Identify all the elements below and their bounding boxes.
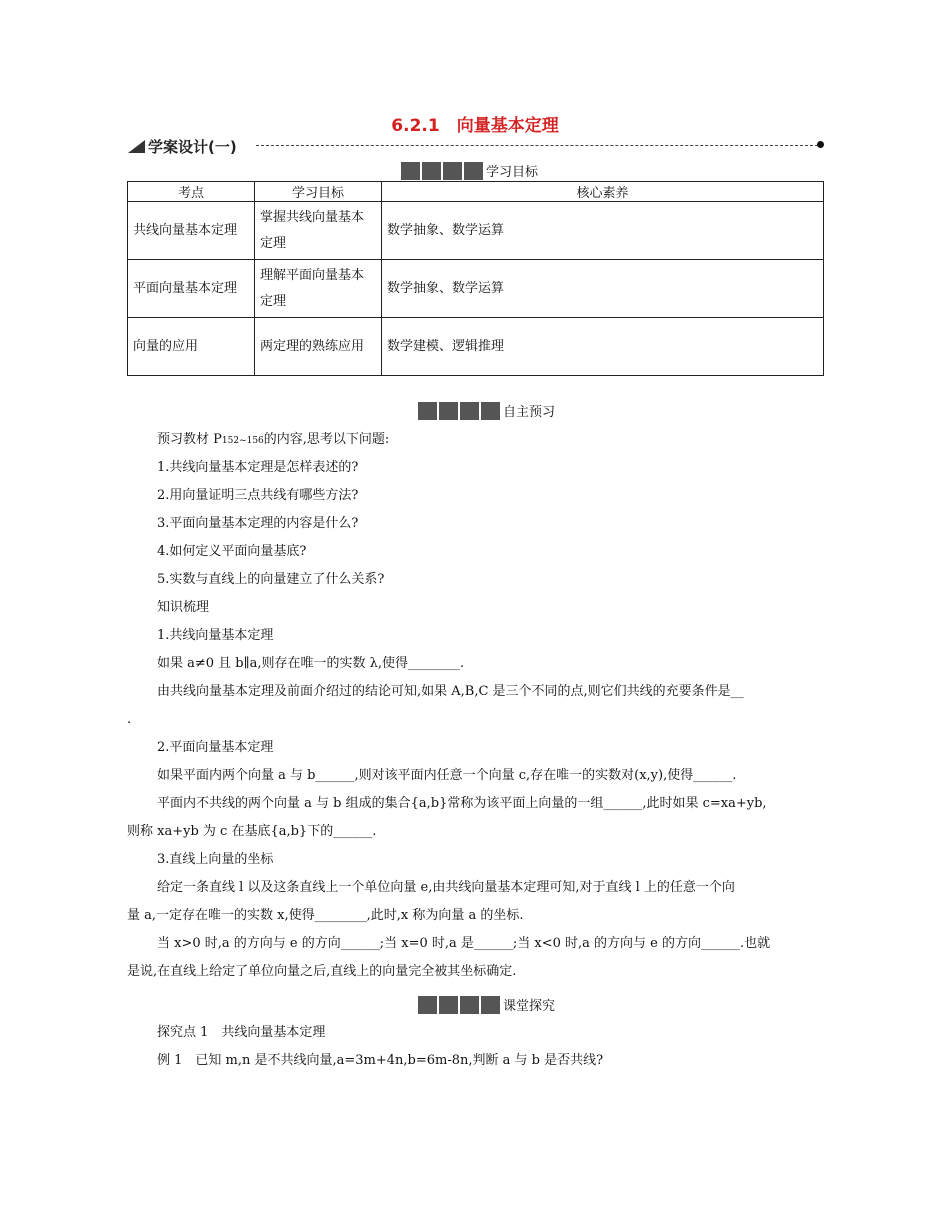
section-title-preview: 自主预习	[503, 405, 556, 420]
question-item: 2.用向量证明三点共线有哪些方法?	[157, 488, 359, 503]
table-cell: 平面向量基本定理	[128, 260, 255, 318]
question-item: 3.平面向量基本定理的内容是什么?	[157, 516, 359, 531]
design-label: 学案设计(一)	[148, 138, 237, 156]
preview-intro	[127, 426, 824, 454]
goals-table	[127, 181, 824, 376]
table-header-cell: 核心素养	[382, 182, 824, 202]
dashed-divider	[256, 145, 818, 146]
k1-line: 由共线向量基本定理及前面介绍过的结论可知,如果 A,B,C 是三个不同的点,则它们共线的充要条件是__	[157, 684, 744, 699]
question-item: 5.实数与直线上的向量建立了什么关系?	[157, 572, 385, 587]
table-header-cell: 学习目标	[255, 182, 382, 202]
section-blocks-icon	[401, 162, 485, 180]
table-cell: 理解平面向量基本定理	[255, 260, 382, 318]
table-row	[128, 318, 824, 376]
k1-title: 1.共线向量基本定理	[157, 628, 274, 643]
k2-line: 平面内不共线的两个向量 a 与 b 组成的集合{a,b}常称为该平面上向量的一组______,此时如果 c=xa+yb,	[157, 796, 767, 811]
intro-text-end: 的内容,思考以下问题:	[263, 432, 390, 447]
preview-body	[127, 426, 824, 986]
page-range: 152~156	[221, 436, 264, 446]
k1-line-end: .	[127, 712, 132, 727]
k2-line: 如果平面内两个向量 a 与 b______,则对该平面内任意一个向量 c,存在唯一的实数对(x,y),使得______.	[157, 768, 737, 783]
table-header-cell: 考点	[128, 182, 255, 202]
question-item: 4.如何定义平面向量基底?	[157, 544, 307, 559]
table-row	[128, 202, 824, 260]
table-header-row	[128, 182, 824, 202]
table-cell: 掌握共线向量基本定理	[255, 202, 382, 260]
knowledge-heading: 知识梳理	[157, 600, 210, 615]
table-cell: 数学建模、逻辑推理	[382, 318, 824, 376]
section-title-goals: 学习目标	[486, 165, 539, 180]
question-item: 1.共线向量基本定理是怎样表述的?	[157, 460, 359, 475]
section-header-goals	[401, 162, 538, 180]
k3-line: 是说,在直线上给定了单位向量之后,直线上的向量完全被其坐标确定.	[127, 964, 517, 979]
section-header-explore	[418, 996, 555, 1014]
section-title-explore: 课堂探究	[503, 999, 556, 1014]
table-cell: 数学抽象、数学运算	[382, 202, 824, 260]
section-blocks-icon	[418, 996, 502, 1014]
section-header-preview	[418, 402, 555, 420]
intro-text: 预习教材 P	[157, 432, 222, 447]
table-cell: 两定理的熟练应用	[255, 318, 382, 376]
k3-title: 3.直线上向量的坐标	[157, 852, 274, 867]
triangle-icon	[128, 140, 145, 153]
explore-point: 探究点 1 共线向量基本定理	[157, 1025, 326, 1040]
k2-title: 2.平面向量基本定理	[157, 740, 274, 755]
k2-line: 则称 xa+yb 为 c 在基底{a,b}下的______.	[127, 824, 377, 839]
table-cell: 共线向量基本定理	[128, 202, 255, 260]
end-dot-icon	[817, 141, 824, 148]
k3-line: 给定一条直线 l 以及这条直线上一个单位向量 e,由共线向量基本定理可知,对于直线 l 上的任意一个向	[157, 880, 735, 895]
k3-line: 当 x>0 时,a 的方向与 e 的方向______;当 x=0 时,a 是______;当 x<0 时,a 的方向与 e 的方向______.也就	[157, 936, 771, 951]
k1-line: 如果 a≠0 且 b∥a,则存在唯一的实数 λ,使得________.	[157, 656, 465, 671]
table-row	[128, 260, 824, 318]
table-cell: 向量的应用	[128, 318, 255, 376]
section-blocks-icon	[418, 402, 502, 420]
table-cell: 数学抽象、数学运算	[382, 260, 824, 318]
page-title: 6.2.1 向量基本定理	[391, 116, 559, 136]
design-header-bar	[128, 136, 824, 156]
example-item: 例 1 已知 m,n 是不共线向量,a=3m+4n,b=6m-8n,判断 a 与 b 是否共线?	[157, 1053, 604, 1068]
k3-line: 量 a,一定存在唯一的实数 x,使得________,此时,x 称为向量 a 的坐标.	[127, 908, 524, 923]
explore-body	[127, 1019, 824, 1075]
